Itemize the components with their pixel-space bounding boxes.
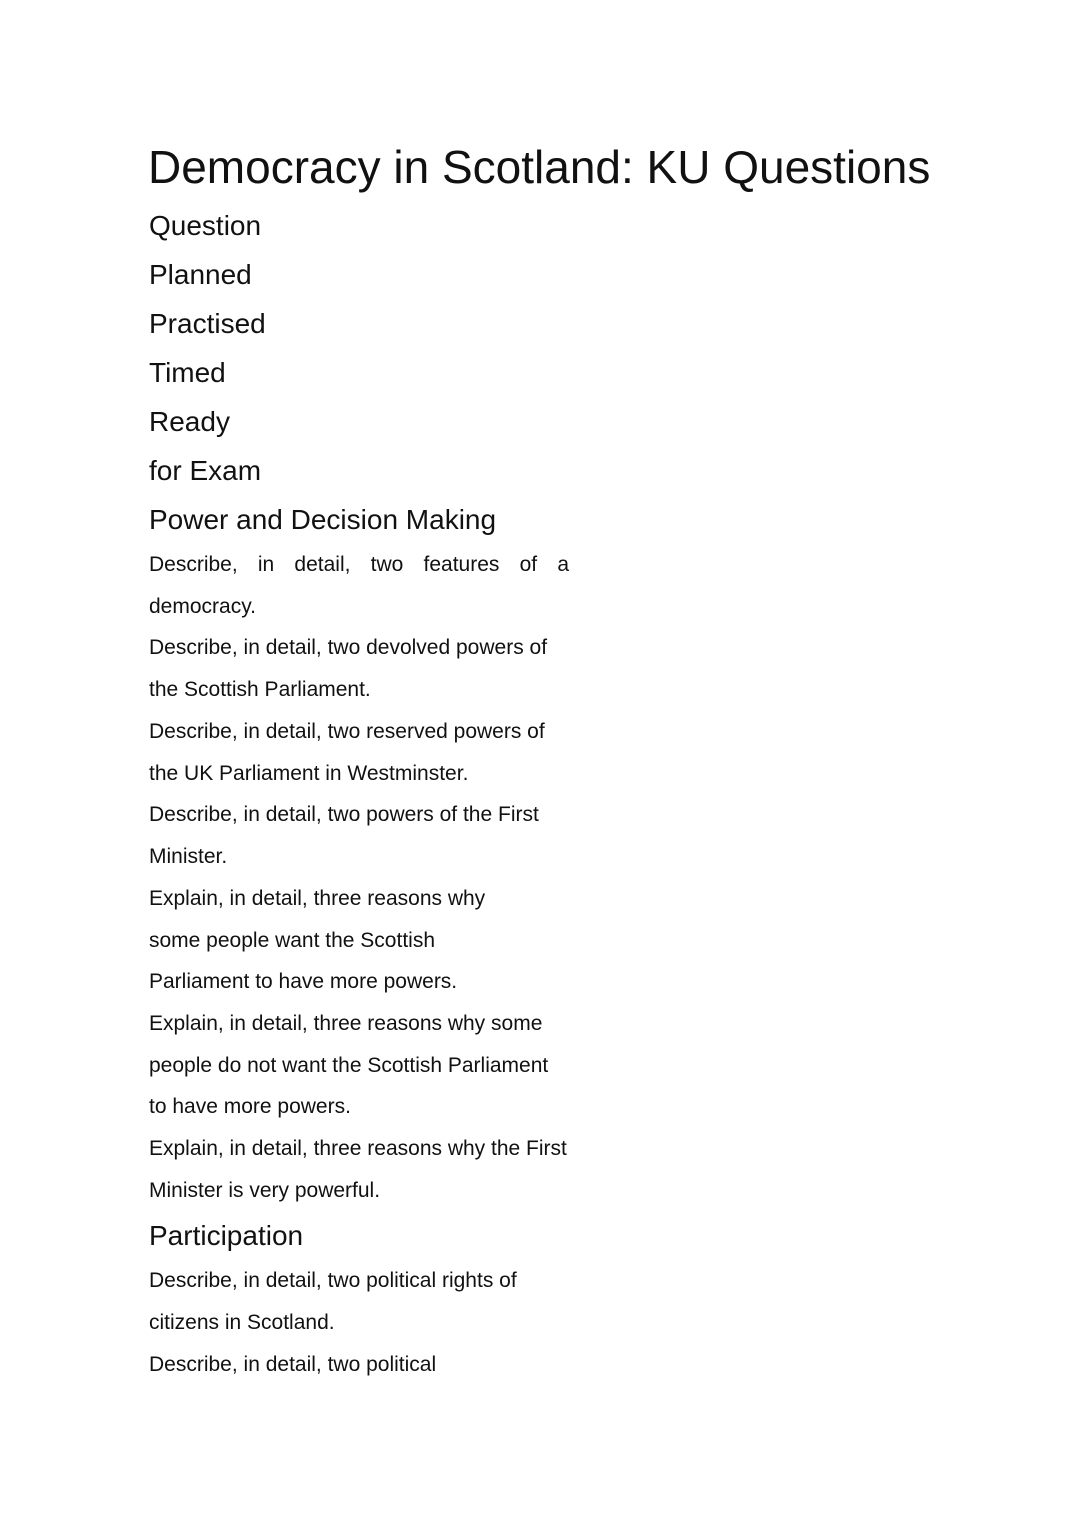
column-label-for-exam: for Exam xyxy=(149,455,262,486)
question-item: Describe, in detail, two political xyxy=(149,1353,437,1376)
column-label-timed: Timed xyxy=(149,357,226,388)
question-item: Describe, in detail, two devolved powers of the Scottish Parliament. xyxy=(149,636,548,701)
section-heading-participation: Participation xyxy=(149,1220,304,1251)
column-label-ready: Ready xyxy=(149,406,230,437)
question-item: Explain, in detail, three reasons why the First Minister is very powerful. xyxy=(149,1137,567,1202)
question-item: Describe, in detail, two political rights of citizens in Scotland. xyxy=(149,1269,517,1334)
question-item: Describe, in detail, two reserved powers of the UK Parliament in Westminster. xyxy=(149,720,545,785)
column-label-question: Question xyxy=(149,210,262,241)
question-item: Describe, in detail, two features of a democracy. xyxy=(149,553,569,618)
question-item: Describe, in detail, two powers of the First Minister. xyxy=(149,803,539,868)
section-heading-power-and-decision-making: Power and Decision Making xyxy=(149,504,497,535)
question-item: Explain, in detail, three reasons why some people do not want the Scottish Parliament to have more powers. xyxy=(149,1012,549,1119)
column-label-planned: Planned xyxy=(149,259,252,290)
column-label-practised: Practised xyxy=(149,308,266,339)
question-item: Explain, in detail, three reasons why some people want the Scottish Parliament to have more powers. xyxy=(149,887,486,994)
page-title: Democracy in Scotland: KU Questions xyxy=(148,141,931,193)
